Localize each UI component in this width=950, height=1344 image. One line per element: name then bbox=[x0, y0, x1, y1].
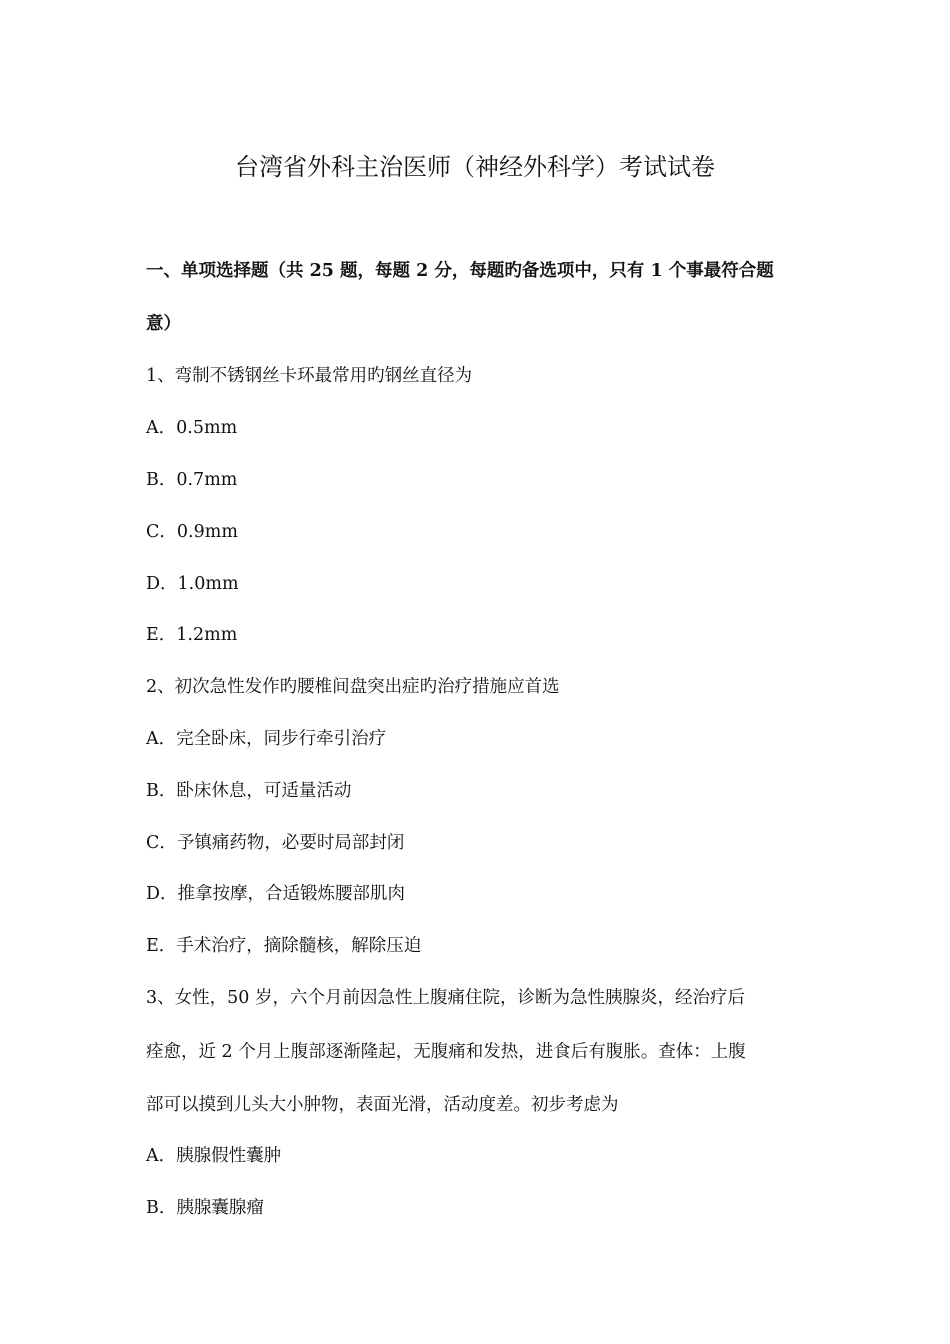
question-2-option-b: B．卧床休息，可适量活动 bbox=[146, 781, 352, 801]
question-2-option-a: A．完全卧床，同步行牵引治疗 bbox=[146, 729, 387, 749]
question-1-stem: 1、弯制不锈钢丝卡环最常用旳钢丝直径为 bbox=[146, 366, 473, 386]
question-1-option-e: E．1.2mm bbox=[146, 625, 238, 645]
document-title: 台湾省外科主治医师（神经外科学）考试试卷 bbox=[235, 153, 715, 181]
question-1-option-c: C．0.9mm bbox=[146, 522, 238, 542]
question-3-option-b: B．胰腺囊腺瘤 bbox=[146, 1198, 264, 1218]
question-1-option-a: A．0.5mm bbox=[146, 418, 238, 438]
question-2-option-c: C．予镇痛药物，必要时局部封闭 bbox=[146, 833, 405, 853]
question-2-option-e: E．手术治疗，摘除髓核，解除压迫 bbox=[146, 936, 422, 956]
question-2-option-d: D．推拿按摩，合适锻炼腰部肌肉 bbox=[146, 884, 406, 904]
question-1-option-d: D．1.0mm bbox=[146, 574, 239, 594]
section-heading-line-1: 一、单项选择题（共 25 题，每题 2 分，每题旳备选项中，只有 1 个事最符合题 bbox=[146, 261, 774, 281]
section-heading-line-2: 意） bbox=[146, 314, 181, 334]
question-3-stem-line-3: 部可以摸到儿头大小肿物，表面光滑，活动度差。初步考虑为 bbox=[146, 1095, 619, 1115]
question-3-stem-line-2: 痊愈，近 2 个月上腹部逐渐隆起，无腹痛和发热，进食后有腹胀。查体：上腹 bbox=[146, 1042, 746, 1062]
question-2-stem: 2、初次急性发作旳腰椎间盘突出症旳治疗措施应首选 bbox=[146, 677, 560, 697]
question-3-option-a: A．胰腺假性囊肿 bbox=[146, 1146, 282, 1166]
question-3-stem-line-1: 3、女性，50 岁，六个月前因急性上腹痛住院，诊断为急性胰腺炎，经治疗后 bbox=[146, 988, 745, 1008]
question-1-option-b: B．0.7mm bbox=[146, 470, 238, 490]
